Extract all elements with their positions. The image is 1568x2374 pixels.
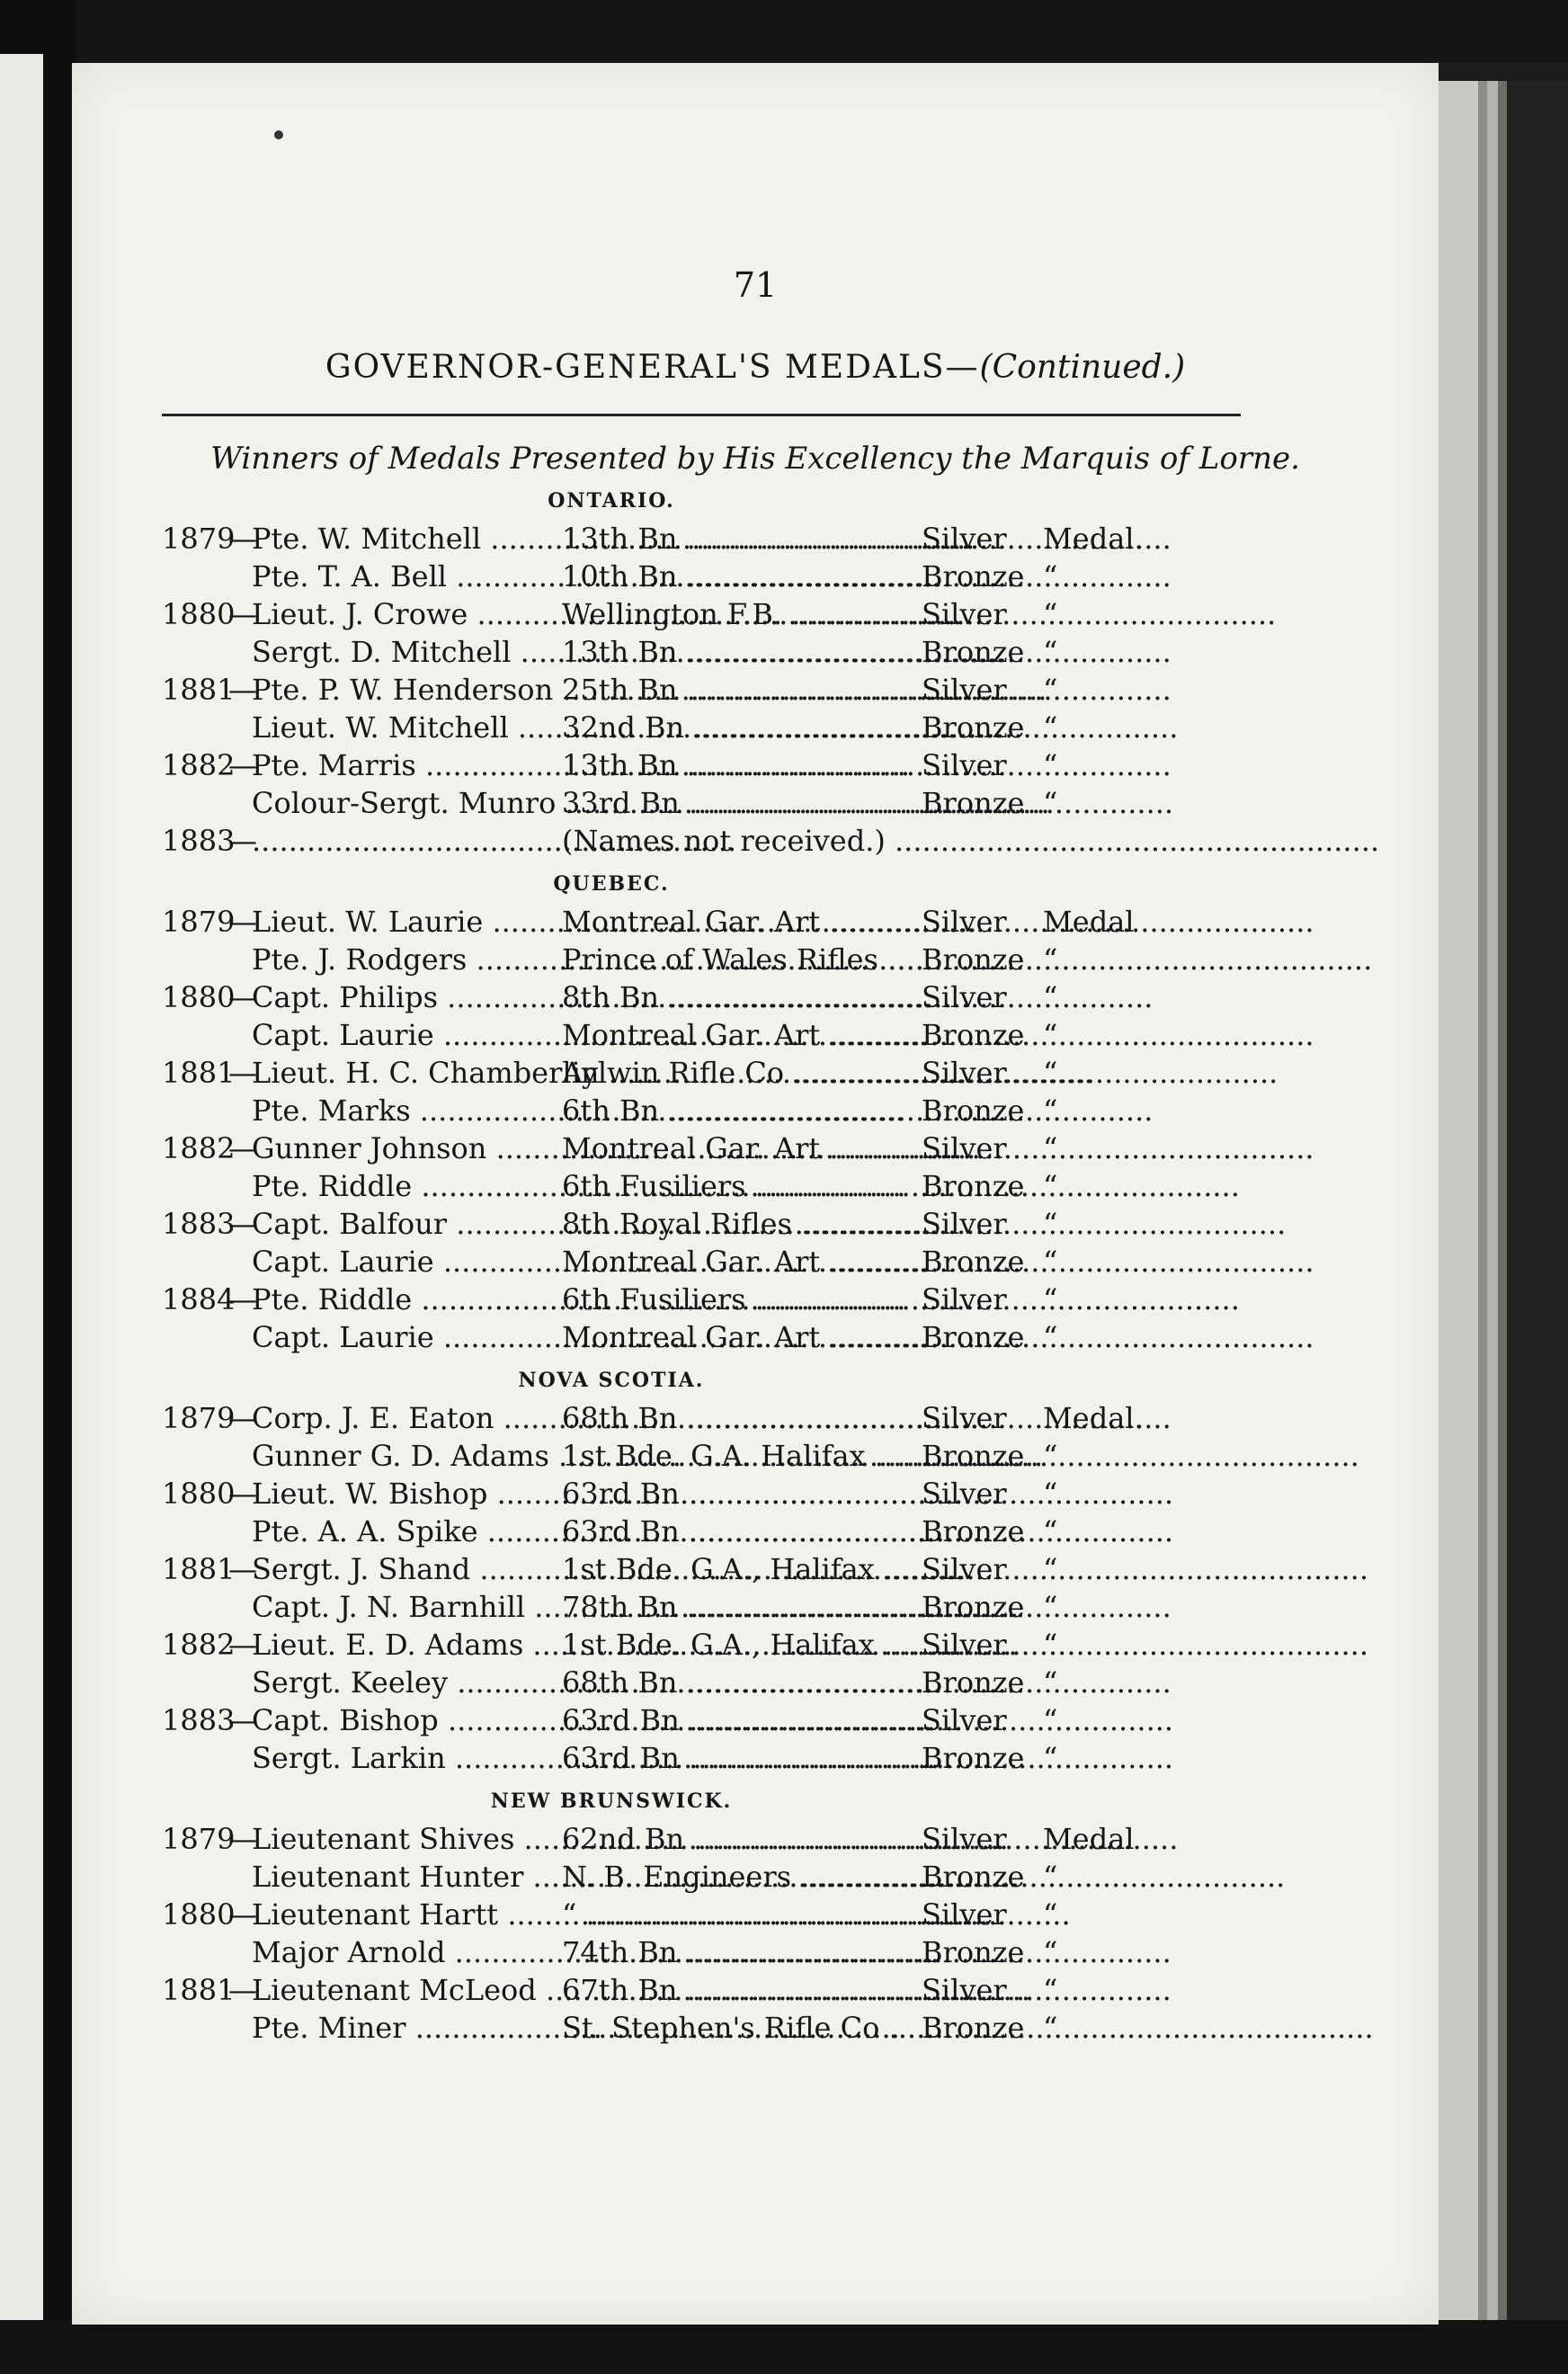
table-row [162,1167,1349,1205]
corps-cell: St. Stephen's Rifle Co ..... [562,2011,922,2045]
medal-type-cell: “ [1043,673,1058,707]
table-row [162,1129,1349,1167]
name-cell: Sergt. J. Shand ..... [252,1552,557,1586]
table-row [162,1701,1349,1739]
corps-cell: 74th Bn ..... [562,1935,922,1969]
dash-separator: — [228,905,257,939]
medal-cell: Bronze [922,635,1025,669]
name-cell: Major Arnold ..... [252,1935,557,1969]
year-cell: 1882 [162,1131,236,1165]
year-cell: 1882 [162,1628,236,1662]
medal-cell: Bronze [922,942,1025,977]
corps-cell: N. B. Engineers ..... [562,1860,922,1894]
medal-type-cell: “ [1043,635,1058,669]
medal-cell: Bronze [922,559,1025,594]
dash-separator: — [228,748,257,782]
year-cell: 1880 [162,1477,236,1511]
corps-cell: 62nd Bn ..... [562,1822,922,1856]
corps-cell: 25th Bn ..... [562,673,922,707]
section-heading: NEW BRUNSWICK. [490,1789,733,1813]
corps-cell: 6th Fusiliers ..... [562,1169,922,1203]
corps-cell: 32nd Bn ..... [562,710,922,745]
table-row [162,1205,1349,1243]
medal-cell: Silver [922,1822,1007,1856]
corps-cell: 8th Royal Rifles ..... [562,1207,922,1241]
name-cell: Colour-Sergt. Munro ..... [252,786,557,820]
dash-separator: — [228,1282,257,1316]
name-cell: Pte. J. Rodgers ..... [252,942,557,977]
medal-type-cell: “ [1043,1207,1058,1241]
page-content [72,63,1439,2325]
name-cell: Capt. Balfour ..... [252,1207,557,1241]
year-cell: 1880 [162,597,236,631]
title-rule [162,414,1241,416]
medal-cell: Silver [922,748,1007,782]
corps-cell: 63rd Bn ..... [562,1703,922,1737]
medal-type-cell: “ [1043,1590,1058,1624]
corps-cell: 1st Bde. G.A., Halifax ..... [562,1552,922,1586]
name-cell: Capt. Laurie ..... [252,1245,557,1279]
medal-type-cell: “ [1043,1552,1058,1586]
medal-cell: Bronze [922,1590,1025,1624]
medal-type-cell: “ [1043,597,1058,631]
corps-cell: 68th Bn ..... [562,1401,922,1435]
scan-top-edge [0,0,1568,63]
dash-separator: — [228,1703,257,1737]
table-row [162,1243,1349,1281]
name-cell: Lieut. W. Bishop ..... [252,1477,557,1511]
year-cell: 1880 [162,1897,236,1932]
medal-cell: Silver [922,980,1007,1014]
name-cell: Sergt. Larkin ..... [252,1741,557,1775]
page-stack-edge [1498,81,1507,2329]
medal-cell: Bronze [922,2011,1025,2045]
medal-cell: Bronze [922,1439,1025,1473]
year-cell: 1879 [162,1401,236,1435]
table-row [162,1971,1349,2009]
table-row [162,1626,1349,1664]
medal-type-cell: “ [1043,710,1058,745]
name-cell: Corp. J. E. Eaton ..... [252,1401,557,1435]
name-cell: Lieut. J. Crowe ..... [252,597,557,631]
medal-type-cell: “ [1043,1056,1058,1090]
medal-cell: Bronze [922,1860,1025,1894]
table-row [162,1664,1349,1701]
corps-cell: “ ..... [562,1897,922,1932]
section-heading: ONTARIO. [548,489,675,513]
corps-cell: 6th Bn ..... [562,1093,922,1128]
medal-type-cell: “ [1043,1628,1058,1662]
name-cell: Pte. A. A. Spike ..... [252,1514,557,1548]
medal-cell: Silver [922,1207,1007,1241]
corps-cell: Prince of Wales Rifles ..... [562,942,922,977]
table-row [162,1054,1349,1092]
medal-type-cell: “ [1043,1320,1058,1354]
scan-right-edge [1507,81,1568,2329]
dash-separator: — [228,824,257,858]
name-cell: Lieut. W. Mitchell ..... [252,710,557,745]
medal-cell: Silver [922,1703,1007,1737]
year-cell: 1881 [162,673,236,707]
medal-cell: Silver [922,1056,1007,1090]
name-cell: Lieut. H. C. Chamberlin ..... [252,1056,557,1090]
name-cell: Capt. Laurie ..... [252,1320,557,1354]
dash-separator: — [228,673,257,707]
facing-page-sliver [0,54,43,2356]
medal-type-cell: Medal [1043,1822,1135,1856]
corps-cell: 63rd Bn ..... [562,1477,922,1511]
medal-cell: Silver [922,1552,1007,1586]
medal-cell: Silver [922,1973,1007,2007]
dash-separator: — [228,1552,257,1586]
table-row [162,595,1349,633]
table-row [162,941,1349,978]
medal-type-cell: “ [1043,1282,1058,1316]
medal-type-cell: “ [1043,1973,1058,2007]
medal-type-cell: Medal. [1043,1401,1144,1435]
name-cell: Pte. Marris ..... [252,748,557,782]
medal-cell: Silver [922,597,1007,631]
table-row [162,1281,1349,1318]
table-row [162,822,1349,860]
name-cell: Capt. Philips ..... [252,980,557,1014]
page-stack-edge [1439,81,1478,2329]
name-cell: Lieut. W. Laurie ..... [252,905,557,939]
corps-cell: Montreal Gar. Art ..... [562,905,922,939]
medal-cell: Bronze [922,1741,1025,1775]
name-cell: Pte. W. Mitchell ..... [252,522,557,556]
name-cell: Pte. P. W. Henderson ..... [252,673,557,707]
dash-separator: — [228,1822,257,1856]
table-row [162,1092,1349,1129]
dash-separator: — [228,1207,257,1241]
corps-cell: Montreal Gar. Art ..... [562,1320,922,1354]
dash-separator: — [228,522,257,556]
medal-cell: Silver [922,1131,1007,1165]
medal-type-cell: “ [1043,2011,1058,2045]
name-cell: Sergt. Keeley ..... [252,1665,557,1700]
dash-separator: — [228,1897,257,1932]
title-text: GOVERNOR-GENERAL'S MEDALS— [325,349,980,386]
medal-type-cell: “ [1043,980,1058,1014]
table-row [162,1475,1349,1513]
year-cell: 1881 [162,1056,236,1090]
medal-type-cell: “ [1043,1860,1058,1894]
name-cell: Sergt. D. Mitchell ..... [252,635,557,669]
name-cell: Lieutenant McLeod ..... [252,1973,557,2007]
name-cell: Pte. T. A. Bell ..... [252,559,557,594]
medal-type-cell: Medal [1043,905,1135,939]
corps-cell: 67th Bn ..... [562,1973,922,2007]
medal-type-cell: “ [1043,1935,1058,1969]
corps-cell: 13th Bn ..... [562,522,922,556]
corps-cell: 13th Bn ..... [562,635,922,669]
page-stack-edge [1478,81,1487,2329]
corps-cell: 10th Bn ..... [562,559,922,594]
corps-cell: 13th Bn ..... [562,748,922,782]
medal-type-cell: “ [1043,1477,1058,1511]
medal-type-cell: “ [1043,1665,1058,1700]
name-cell: Pte. Riddle ..... [252,1282,557,1316]
page-stack-edge [1487,81,1498,2329]
medal-type-cell: “ [1043,1514,1058,1548]
corps-cell: Montreal Gar. Art ..... [562,1245,922,1279]
medal-cell: Bronze [922,1320,1025,1354]
name-cell: Capt. Bishop ..... [252,1703,557,1737]
corps-cell: 1st Bde. G.A. Halifax ..... [562,1439,922,1473]
medal-cell: Silver [922,1477,1007,1511]
table-row [162,558,1349,595]
name-cell: Pte. Marks ..... [252,1093,557,1128]
table-row [162,2009,1349,2047]
medal-type-cell: “ [1043,1897,1058,1932]
title-suffix: (Continued.) [979,349,1186,386]
medal-type-cell: “ [1043,1439,1058,1473]
table-row [162,671,1349,709]
corps-cell: 1st Bde. G.A., Halifax ..... [562,1628,922,1662]
year-cell: 1881 [162,1973,236,2007]
medal-type-cell: Medal. [1043,522,1144,556]
medal-cell: Silver [922,673,1007,707]
name-cell: Lieutenant Shives ..... [252,1822,557,1856]
dash-separator: — [228,1973,257,2007]
name-cell [252,824,557,858]
table-row [162,520,1349,558]
table-row [162,1858,1349,1896]
table-row [162,1896,1349,1933]
year-cell: 1879 [162,1822,236,1856]
table-row [162,903,1349,941]
corps-cell: 6th Fusiliers ..... [562,1282,922,1316]
medal-cell: Silver [922,1897,1007,1932]
medal-type-cell: “ [1043,1703,1058,1737]
medal-cell: Bronze [922,1018,1025,1052]
name-cell: Lieut. E. D. Adams ..... [252,1628,557,1662]
table-row [162,1318,1349,1356]
medal-cell: Bronze [922,1514,1025,1548]
medal-cell: Silver [922,1628,1007,1662]
corps-cell: 68th Bn ..... [562,1665,922,1700]
page-subtitle: Winners of Medals Presented by His Excellency the Marquis of Lorne. [210,441,1300,477]
medal-type-cell: “ [1043,1018,1058,1052]
dash-separator: — [228,597,257,631]
table-row [162,1513,1349,1550]
name-cell: Capt. J. N. Barnhill ..... [252,1590,557,1624]
medal-type-cell: “ [1043,1131,1058,1165]
name-cell: Pte. Riddle ..... [252,1169,557,1203]
name-cell: Pte. Miner ..... [252,2011,557,2045]
dash-separator: — [228,1477,257,1511]
table-row [162,1437,1349,1475]
corps-cell: Aylwin Rifle Co ..... [562,1056,922,1090]
medal-cell: Silver [922,905,1007,939]
corps-cell: 78th Bn ..... [562,1590,922,1624]
table-row [162,784,1349,822]
medal-type-cell: “ [1043,559,1058,594]
table-row [162,746,1349,784]
scan-left-edge [0,0,76,2374]
year-cell: 1880 [162,980,236,1014]
year-cell: 1883 [162,824,236,858]
medal-cell: Bronze [922,1093,1025,1128]
table-row [162,1820,1349,1858]
medal-type-cell: “ [1043,1169,1058,1203]
page-title [72,349,1439,386]
medal-cell: Bronze [922,1245,1025,1279]
book-page [72,63,1439,2325]
corps-cell: 33rd Bn ..... [562,786,922,820]
medal-cell: Bronze [922,1169,1025,1203]
table-row [162,1550,1349,1588]
table-row [162,1588,1349,1626]
corps-cell: 63rd Bn ..... [562,1514,922,1548]
medal-cell: Bronze [922,710,1025,745]
medal-cell: Silver [922,522,1007,556]
year-cell: 1879 [162,522,236,556]
medal-type-cell: “ [1043,748,1058,782]
medal-cell: Bronze [922,1935,1025,1969]
corps-cell: Montreal Gar. Art ..... [562,1131,922,1165]
dash-separator: — [228,1056,257,1090]
medal-type-cell: “ [1043,1093,1058,1128]
name-cell: Gunner G. D. Adams ..... [252,1439,557,1473]
medal-type-cell: “ [1043,1741,1058,1775]
dash-separator: — [228,980,257,1014]
table-row [162,1933,1349,1971]
corps-cell: Montreal Gar. Art ..... [562,1018,922,1052]
year-cell: 1884 [162,1282,236,1316]
table-row [162,978,1349,1016]
corps-cell: (Names not received.) ..... [562,824,922,858]
section-heading: NOVA SCOTIA. [518,1369,705,1392]
medal-type-cell: “ [1043,1245,1058,1279]
name-cell: Lieutenant Hartt ..... [252,1897,557,1932]
table-row [162,709,1349,746]
name-cell: Capt. Laurie ..... [252,1018,557,1052]
year-cell: 1882 [162,748,236,782]
name-cell: Lieutenant Hunter ..... [252,1860,557,1894]
corps-cell: Wellington F.B. ..... [562,597,922,631]
dash-separator: — [228,1628,257,1662]
section-heading: QUEBEC. [553,872,670,896]
corps-cell: 63rd Bn ..... [562,1741,922,1775]
scan-bottom-edge [0,2320,1568,2374]
page-number: 71 [733,265,778,305]
year-cell: 1879 [162,905,236,939]
corps-cell: 8th Bn ..... [562,980,922,1014]
medal-cell: Silver [922,1401,1007,1435]
medal-table [162,477,1349,2047]
year-cell: 1881 [162,1552,236,1586]
table-row [162,1739,1349,1777]
dash-separator: — [228,1131,257,1165]
table-row [162,1399,1349,1437]
table-row [162,633,1349,671]
name-cell: Gunner Johnson ..... [252,1131,557,1165]
medal-cell: Bronze [922,786,1025,820]
medal-cell: Silver [922,1282,1007,1316]
medal-type-cell: “ [1043,942,1058,977]
medal-cell: Bronze [922,1665,1025,1700]
year-cell: 1883 [162,1703,236,1737]
table-row [162,1016,1349,1054]
medal-type-cell: “ [1043,786,1058,820]
dash-separator: — [228,1401,257,1435]
year-cell: 1883 [162,1207,236,1241]
